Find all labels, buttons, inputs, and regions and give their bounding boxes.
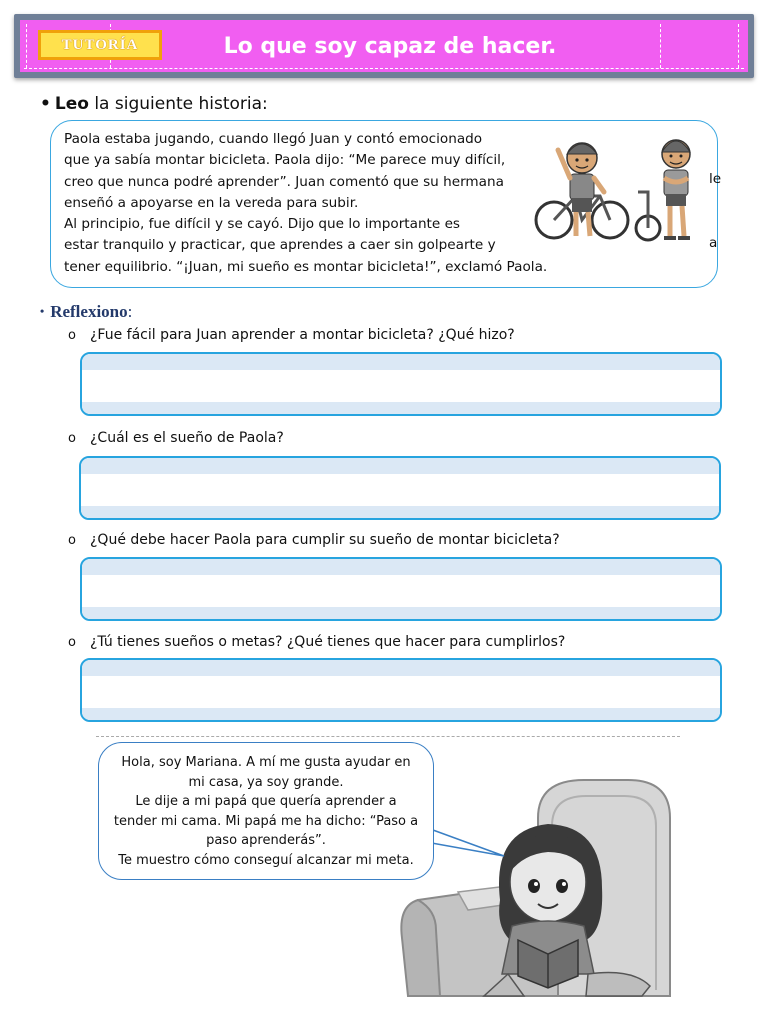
- question-text: ¿Cuál es el sueño de Paola?: [90, 430, 284, 446]
- story-cut-word: a: [709, 235, 718, 251]
- section-divider: [96, 736, 680, 737]
- answer-field[interactable]: [79, 456, 721, 520]
- bullet-icon: •: [40, 94, 51, 114]
- question-item: [68, 532, 560, 548]
- banner-dash-line: [26, 24, 27, 68]
- subject-tag-label: TUTORÍA: [61, 36, 139, 53]
- question-item: [68, 327, 515, 343]
- speech-line: mi casa, ya soy grande.: [188, 774, 344, 790]
- header-banner: [14, 14, 754, 78]
- banner-dash-line: [660, 24, 661, 68]
- answer-field[interactable]: [80, 658, 722, 722]
- speech-bubble: [98, 742, 434, 880]
- kids-bicycle-illustration: [530, 132, 710, 250]
- story-line: Al principio, fue difícil y se cayó. Dijo que lo importante es: [64, 216, 461, 233]
- circle-bullet-icon: o: [68, 533, 76, 548]
- speech-line: Hola, soy Mariana. A mí me gusta ayudar en: [121, 755, 411, 770]
- bullet-icon: •: [40, 304, 45, 318]
- answer-field-stripe: [82, 607, 720, 621]
- story-instruction-rest: la siguiente historia:: [88, 94, 268, 114]
- answer-field-stripe: [81, 506, 719, 520]
- circle-bullet-icon: o: [68, 635, 76, 650]
- speech-line: paso aprenderás”.: [206, 833, 326, 848]
- story-line: que ya sabía montar bicicleta. Paola dijo: “Me parece muy difícil,: [64, 152, 506, 169]
- question-text: ¿Qué debe hacer Paola para cumplir su sueño de montar bicicleta?: [90, 532, 560, 548]
- story-line: enseñó a apoyarse en la vereda para subir.: [64, 194, 359, 211]
- circle-bullet-icon: o: [68, 328, 76, 343]
- answer-field-stripe: [82, 559, 720, 575]
- answer-field-stripe: [81, 458, 719, 474]
- story-instruction: [40, 94, 268, 114]
- circle-bullet-icon: o: [68, 431, 76, 446]
- answer-field-stripe: [82, 660, 720, 676]
- reflexion-heading-colon: :: [127, 302, 133, 321]
- question-text: ¿Fue fácil para Juan aprender a montar bicicleta? ¿Qué hizo?: [90, 327, 515, 343]
- banner-dash-bottom: [24, 68, 744, 69]
- answer-field-stripe: [82, 402, 720, 416]
- question-text: ¿Tú tienes sueños o metas? ¿Qué tienes que hacer para cumplirlos?: [90, 634, 566, 650]
- reflexion-heading: [40, 302, 132, 322]
- question-item: [68, 634, 565, 650]
- story-line: Paola estaba jugando, cuando llegó Juan y contó emocionado: [64, 131, 483, 147]
- speech-line: Te muestro cómo conseguí alcanzar mi meta.: [118, 852, 414, 868]
- story-line: tener equilibrio. “¡Juan, mi sueño es montar bicicleta!”, exclamó Paola.: [64, 258, 548, 275]
- story-cut-word: le: [709, 171, 722, 187]
- answer-field[interactable]: [80, 352, 722, 416]
- subject-tag: [38, 30, 162, 60]
- answer-field-stripe: [82, 708, 720, 722]
- story-line: creo que nunca podré aprender”. Juan comentó que su hermana: [64, 173, 504, 190]
- story-line: estar tranquilo y practicar, que aprendes a caer sin golpearte y: [64, 237, 496, 254]
- answer-field[interactable]: [80, 557, 722, 621]
- speech-line: tender mi cama. Mi papá me ha dicho: “Paso a: [113, 813, 419, 829]
- question-item: [68, 430, 284, 446]
- story-instruction-bold: Leo: [54, 94, 89, 114]
- banner-dash-line: [738, 24, 739, 68]
- header-banner-fill: [20, 20, 748, 72]
- speech-bubble-text: [109, 753, 423, 870]
- speech-line: Le dije a mi papá que quería aprender a: [135, 794, 397, 809]
- reflexion-heading-text: Reflexiono: [50, 302, 128, 321]
- answer-field-stripe: [82, 354, 720, 370]
- page-title: Lo que soy capaz de hacer.: [223, 34, 557, 59]
